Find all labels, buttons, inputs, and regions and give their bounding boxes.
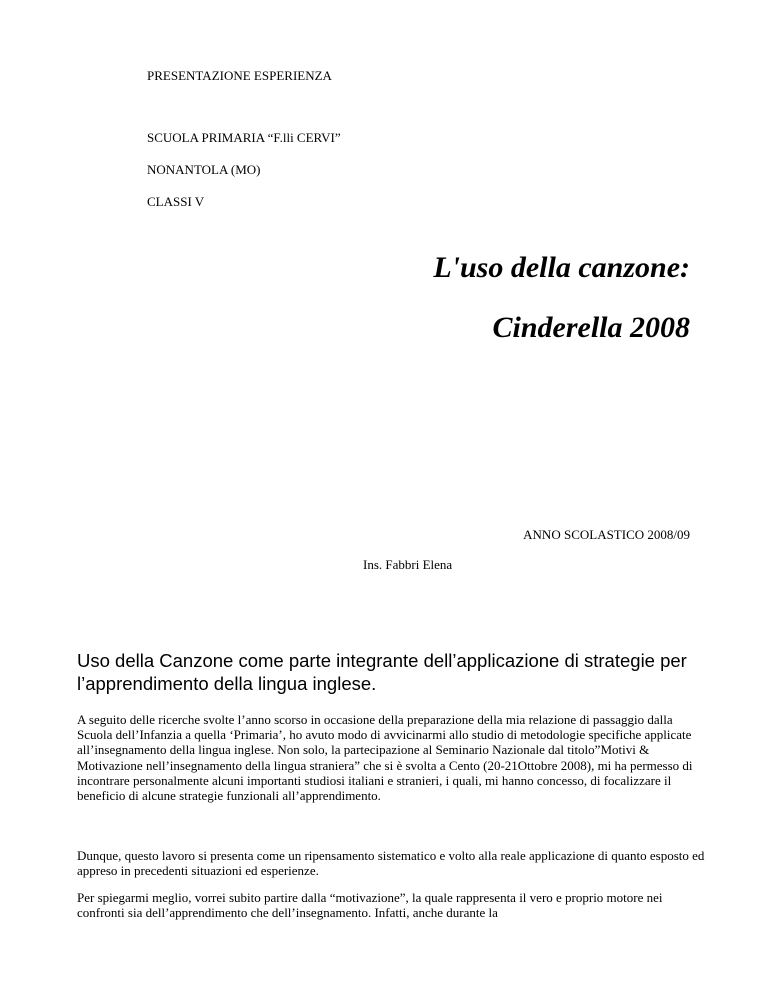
document-title-line2: Cinderella 2008 (492, 311, 690, 344)
paragraph-1: A seguito delle ricerche svolte l’anno scorso in occasione della preparazione della mia relazione di passaggio dalla Scuola dell’Infanzia a quella ‘Primaria’, ho avuto modo di avvicinarmi allo studio di metodologie specifiche applicate all’insegnamento della lingua inglese. Non solo, la partecipazione al Seminario Nazionale dal titolo”Motivi & Motivazione nell’insegnamento della lingua straniera” che si è svolta a Cento (20-21Ottobre 2008), mi ha permesso di incontrare personalmente alcuni importanti studiosi italiani e stranieri, i quali, mi hanno concesso, di focalizzare il beneficio di alcune strategie funzionali all’apprendimento. (77, 712, 693, 804)
town-name: NONANTOLA (MO) (147, 162, 261, 177)
document-title-line1: L'uso della canzone: (433, 251, 690, 284)
presentation-label: PRESENTAZIONE ESPERIENZA (147, 68, 332, 83)
school-name: SCUOLA PRIMARIA “F.lli CERVI” (147, 130, 341, 145)
paragraph-2: Dunque, questo lavoro si presenta come un ripensamento sistematico e volto alla reale applicazione di quanto esposto ed appreso in precedenti situazioni ed esperienze. (77, 848, 705, 879)
paragraph-3: Per spiegarmi meglio, vorrei subito partire dalla “motivazione”, la quale rappresenta il vero e proprio motore nei confronti sia dell’apprendimento che dell’insegnamento. Infatti, anche durante la (77, 890, 663, 921)
section-heading: Uso della Canzone come parte integrante dell’applicazione di strategie per l’apprendimento della lingua inglese. (77, 650, 687, 694)
author-name: Ins. Fabbri Elena (363, 557, 453, 572)
classes-label: CLASSI V (147, 194, 205, 209)
school-year: ANNO SCOLASTICO 2008/09 (523, 527, 690, 542)
